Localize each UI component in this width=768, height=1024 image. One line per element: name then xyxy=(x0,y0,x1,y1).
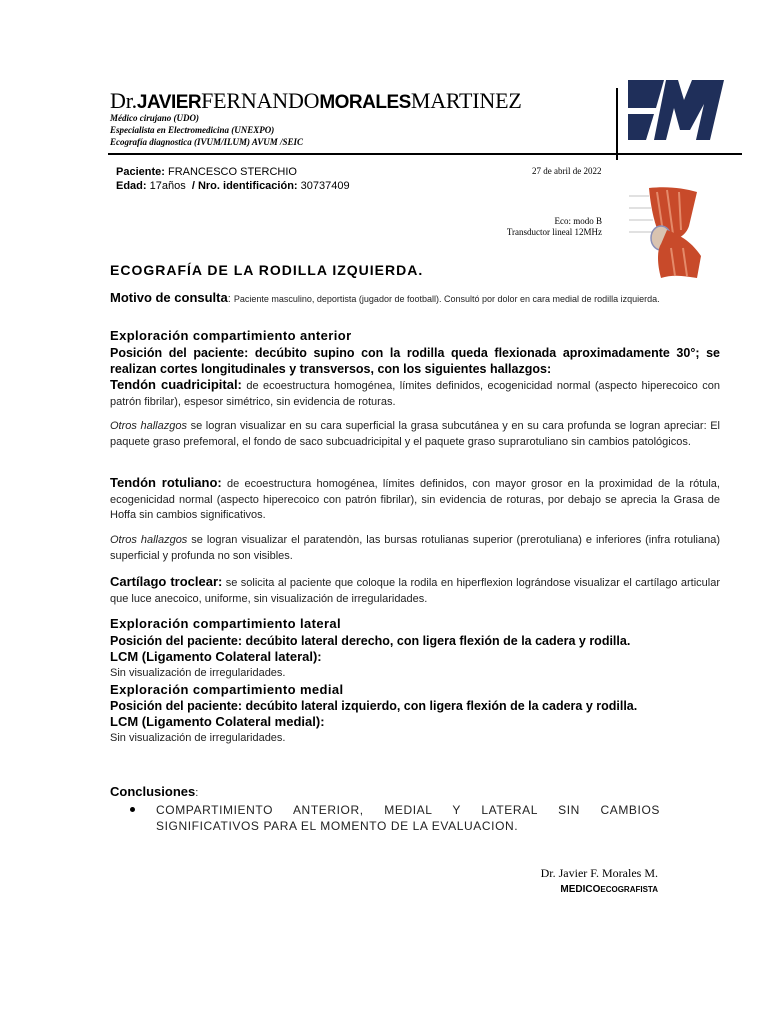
lateral-position: Posición del paciente: decúbito lateral derecho, con ligera flexión de la cadera y rodilla. xyxy=(110,634,631,648)
lateral-lcm-text: Sin visualización de irregularidades. xyxy=(110,667,286,679)
credential-line: Médico cirujano (UDO) xyxy=(110,113,199,123)
anterior-position: Posición del paciente: decúbito supino con la rodilla queda flexionada aproximadamente 30°; se realizan cortes longitudinales y transversos, con los siguientes hallazgos: xyxy=(110,346,720,376)
medial-heading: Exploración compartimiento medial xyxy=(110,682,344,697)
quad-tendon-section: Tendón cuadricipital: de ecoestructura homogénea, límites definidos, ecogenicidad normal (aspecto hiperecoico con patrón fibrilar), espesor simétrico, sin evidencia de roturas. xyxy=(110,377,720,408)
knee-anatomy-illustration-icon xyxy=(627,186,709,282)
bullet-icon xyxy=(130,807,135,812)
list-item: COMPARTIMIENTO ANTERIOR, MEDIAL Y LATERAL SIN CAMBIOS SIGNIFICATIVOS PARA EL MOMENTO DE LA EVALUACION. xyxy=(130,802,660,834)
credential-line: Especialista en Electromedicina (UNEXPO) xyxy=(110,125,275,135)
signature-name: Dr. Javier F. Morales M. xyxy=(540,866,658,880)
medial-position: Posición del paciente: decúbito lateral izquierdo, con ligera flexión de la cadera y rodilla. xyxy=(110,699,638,713)
cartilago-section: Cartílago troclear: se solicita al paciente que coloque la rodila en hiperflexion lográndose visualizar el cartílago articular que luce anecoico, uniforme, sin visualización de irregularidades. xyxy=(110,574,720,605)
rotuliano-section: Tendón rotuliano: de ecoestructura homogénea, límites definidos, con mayor grosor en la proximidad de la rótula, ecogenicidad normal (aspecto hiperecoico con patrón fibrilar), sin evidencia de roturas, por debajo se aprecia la Grasa de Hoffa sin cambios significativos. xyxy=(110,475,720,521)
credential-line: Ecografía diagnostica (IVUM/ILUM) AVUM /SEIC xyxy=(110,137,304,147)
report-title: ECOGRAFÍA DE LA RODILLA IZQUIERDA. xyxy=(110,262,424,278)
transducer: Transductor lineal 12MHz xyxy=(506,227,602,237)
lateral-lcm-label: LCM (Ligamento Colateral lateral): xyxy=(110,649,322,664)
header-divider-horizontal xyxy=(108,153,742,155)
otros-hallazgos-2: Otros hallazgos se logran visualizar el paratendòn, las bursas rotulianas superior (prerotuliana) e inferiores (infra rotuliana) superficial y profunda no son visibles. xyxy=(110,534,720,562)
lateral-heading: Exploración compartimiento lateral xyxy=(110,616,342,631)
conclusions-heading: Conclusiones: xyxy=(110,784,199,799)
anterior-heading: Exploración compartimiento anterior xyxy=(110,328,352,343)
signature-role: MEDICOECOGRAFISTA xyxy=(560,884,658,895)
otros-hallazgos-1: Otros hallazgos se logran visualizar en su cara superficial la grasa subcutánea y en su cara profunda se logran apreciar: El paquete graso prefemoral, el fondo de saco subcuadricipital y el paquete graso suprarotuliano sin cambios patológicos. xyxy=(110,420,721,448)
patient-name-row: Paciente: FRANCESCO STERCHIO xyxy=(116,166,297,178)
eco-mode: Eco: modo B xyxy=(554,216,602,226)
report-date: 27 de abril de 2022 xyxy=(532,166,602,176)
motivo-section: Motivo de consulta: Paciente masculino, deportista (jugador de football). Consultó por dolor en cara medial de rodilla izquierda. xyxy=(110,290,660,305)
patient-age-id-row: Edad: 17años / Nro. identificación: 30737409 xyxy=(116,180,350,192)
jm-logo-icon xyxy=(626,78,726,142)
medial-lcm-text: Sin visualización de irregularidades. xyxy=(110,732,286,744)
medial-lcm-label: LCM (Ligamento Colateral medial): xyxy=(110,714,325,729)
doctor-name: Dr.JAVIERFERNANDOMORALESMARTINEZ xyxy=(110,88,522,113)
header-divider-vertical xyxy=(616,88,618,160)
